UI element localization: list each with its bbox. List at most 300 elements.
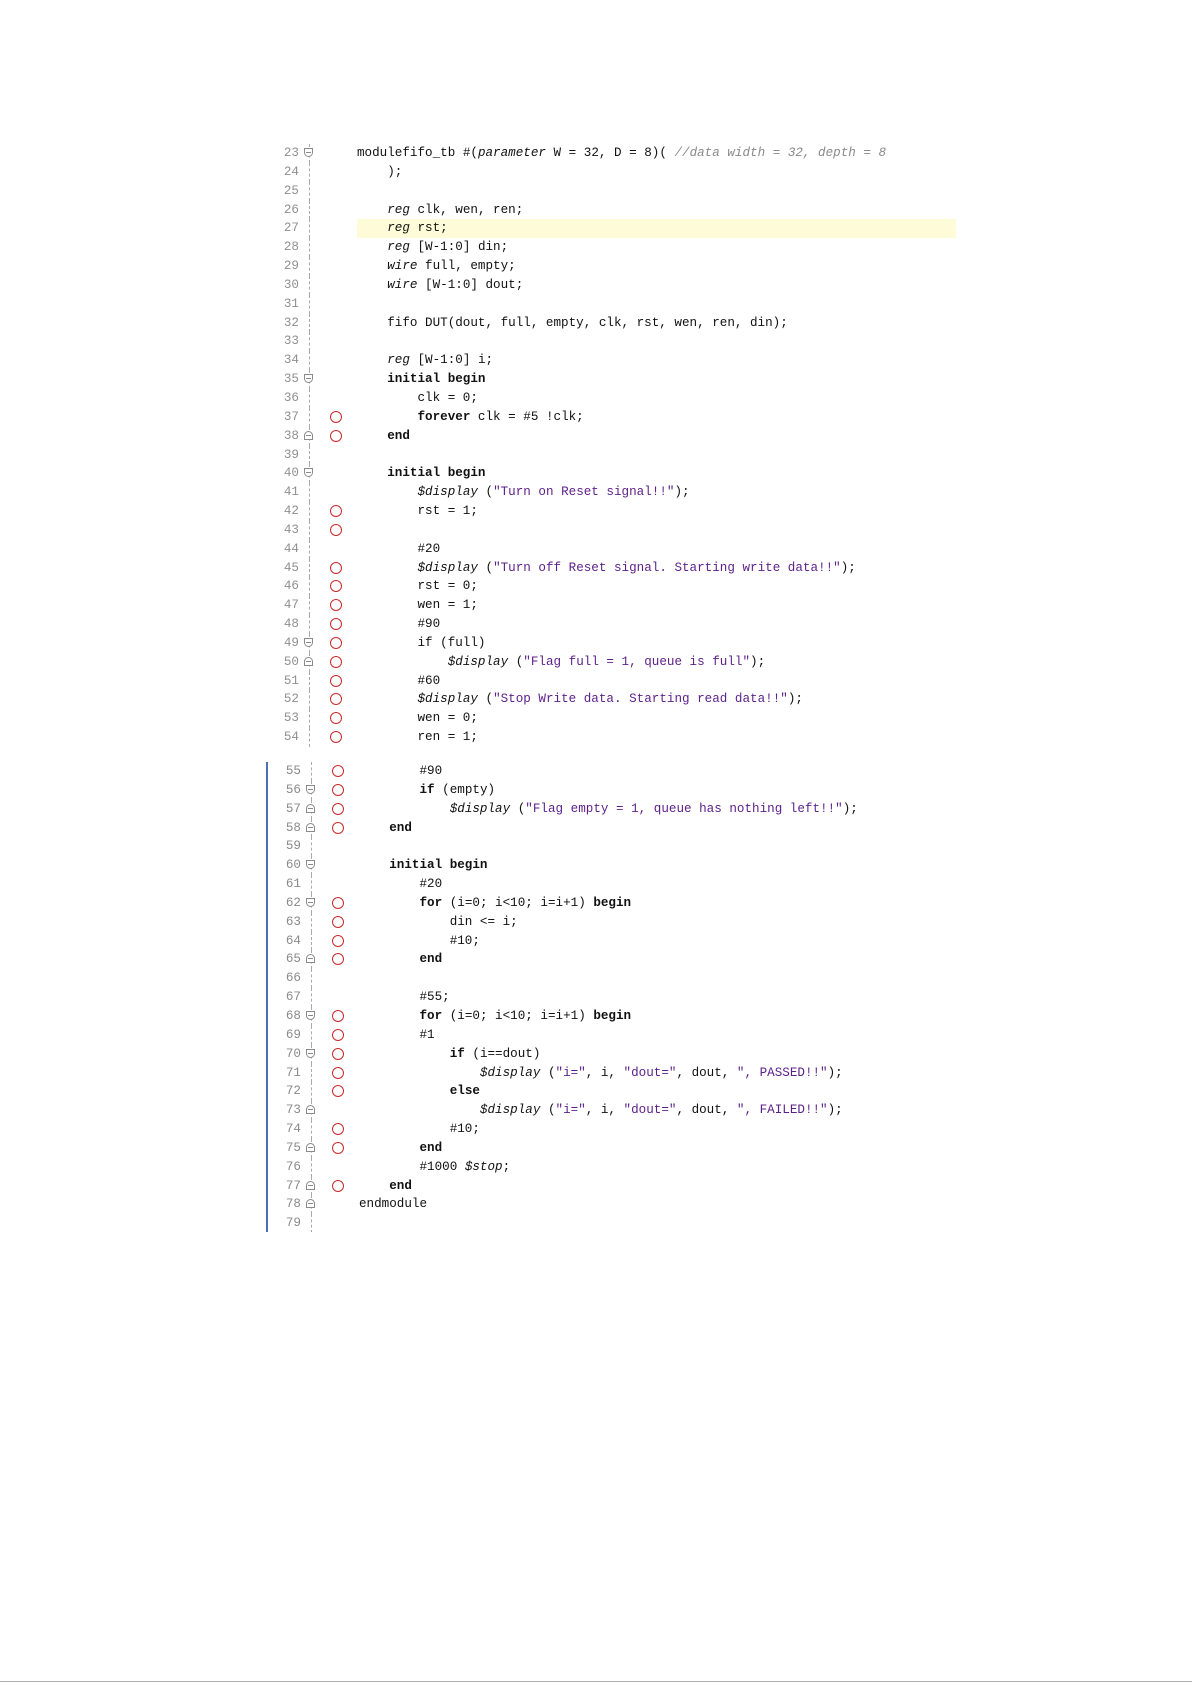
code-text <box>359 1214 958 1232</box>
code-text <box>359 969 958 988</box>
code-token: $display <box>479 1065 541 1080</box>
code-token <box>357 485 417 499</box>
code-token: rst; <box>409 221 448 236</box>
code-token <box>359 1009 419 1023</box>
fold-guide <box>309 690 310 709</box>
code-text <box>357 314 956 333</box>
breakpoint-icon[interactable] <box>332 953 344 965</box>
code-text <box>359 894 958 913</box>
breakpoint-icon[interactable] <box>332 1067 344 1079</box>
line-number: 38 <box>283 428 299 443</box>
fold-guide <box>309 483 310 502</box>
code-token: reg <box>387 202 410 217</box>
code-text <box>359 1139 958 1158</box>
fold-end-icon[interactable] <box>306 1181 315 1190</box>
code-token: "i=" <box>555 1103 586 1118</box>
line-number: 36 <box>283 390 299 405</box>
line-number: 67 <box>285 990 301 1005</box>
line-number: 57 <box>285 801 301 816</box>
code-token <box>359 1047 450 1061</box>
code-token <box>359 802 450 816</box>
code-token: ( <box>477 560 494 575</box>
line-number: 62 <box>285 895 301 910</box>
line-number: 28 <box>283 240 299 255</box>
code-token: ( <box>477 485 494 500</box>
fold-guide <box>311 932 312 951</box>
code-token: (empty) <box>434 782 496 797</box>
code-text <box>357 389 956 408</box>
code-line <box>266 540 956 559</box>
code-token <box>357 240 387 254</box>
fold-guide <box>309 446 310 465</box>
code-text <box>357 351 956 370</box>
breakpoint-icon[interactable] <box>330 656 342 668</box>
fold-guide <box>311 762 312 781</box>
code-text <box>357 540 956 559</box>
code-token: begin <box>593 895 632 910</box>
code-token: reg <box>387 240 410 255</box>
line-number: 77 <box>285 1178 301 1193</box>
code-token: "Stop Write data. Starting read data!!" <box>493 692 788 707</box>
code-text <box>357 634 956 653</box>
breakpoint-icon[interactable] <box>332 1085 344 1097</box>
breakpoint-icon[interactable] <box>330 562 342 574</box>
code-token: ); <box>674 485 690 500</box>
fold-guide <box>309 672 310 691</box>
line-number: 42 <box>283 504 299 519</box>
fold-collapse-icon[interactable] <box>304 148 313 157</box>
code-line <box>266 332 956 351</box>
line-number: 30 <box>283 277 299 292</box>
code-line <box>266 219 956 238</box>
code-text <box>357 690 956 709</box>
code-token: $display <box>417 485 478 500</box>
code-text <box>357 577 956 596</box>
fold-guide <box>311 988 312 1007</box>
code-token: ); <box>750 654 766 669</box>
line-number: 59 <box>285 839 301 854</box>
code-token <box>357 203 387 217</box>
code-token: #10; <box>359 1122 480 1137</box>
line-number: 40 <box>283 466 299 481</box>
code-token: clk = #5 !clk; <box>470 409 584 424</box>
code-text <box>359 988 958 1007</box>
code-token <box>359 1103 480 1117</box>
code-token: ( <box>508 654 524 669</box>
line-number: 58 <box>285 820 301 835</box>
breakpoint-icon[interactable] <box>332 1123 344 1135</box>
code-text <box>359 762 958 781</box>
fold-guide <box>309 521 310 540</box>
code-token: for <box>419 895 443 910</box>
code-text <box>357 295 956 314</box>
line-number: 26 <box>283 202 299 217</box>
code-line <box>268 762 958 781</box>
code-line <box>268 819 958 838</box>
line-number: 50 <box>283 654 299 669</box>
fold-guide <box>309 540 310 559</box>
code-text <box>359 1177 958 1196</box>
line-number: 65 <box>285 952 301 967</box>
fold-guide <box>309 219 310 238</box>
line-number: 53 <box>283 711 299 726</box>
line-number: 47 <box>283 598 299 613</box>
code-token: (i==dout) <box>464 1046 541 1061</box>
code-line <box>266 201 956 220</box>
code-token: if <box>419 782 435 797</box>
fold-end-icon[interactable] <box>306 823 315 832</box>
fold-guide <box>309 163 310 182</box>
code-token: ); <box>827 1065 843 1080</box>
code-token: end <box>387 428 410 443</box>
code-token <box>359 821 389 835</box>
code-token: "Turn off Reset signal. Starting write data!!" <box>493 560 841 575</box>
fold-guide <box>309 314 310 333</box>
breakpoint-icon[interactable] <box>332 897 344 909</box>
fold-guide <box>311 1158 312 1177</box>
code-token: , i, <box>585 1065 624 1080</box>
breakpoint-icon[interactable] <box>332 784 344 796</box>
fold-end-icon[interactable] <box>304 431 313 440</box>
code-text <box>357 615 956 634</box>
code-line <box>266 577 956 596</box>
code-line <box>266 295 956 314</box>
code-line <box>266 615 956 634</box>
fold-guide <box>309 201 310 220</box>
code-token: "Turn on Reset signal!!" <box>493 485 675 500</box>
code-text <box>357 144 956 163</box>
code-token: rst = 1; <box>357 504 478 519</box>
code-line <box>268 1158 958 1177</box>
fold-end-icon[interactable] <box>306 1143 315 1152</box>
line-number: 25 <box>283 183 299 198</box>
code-token <box>357 429 387 443</box>
code-token: (i=0; i<10; i=i+1) <box>442 895 594 910</box>
line-number: 48 <box>283 617 299 632</box>
code-text <box>359 1158 958 1177</box>
fold-end-icon[interactable] <box>306 954 315 963</box>
breakpoint-icon[interactable] <box>330 430 342 442</box>
code-line <box>268 1026 958 1045</box>
code-token: ); <box>787 692 803 707</box>
line-number: 68 <box>285 1008 301 1023</box>
code-text <box>357 502 956 521</box>
code-token: "i=" <box>555 1065 586 1080</box>
line-number: 60 <box>285 858 301 873</box>
code-line <box>266 370 956 389</box>
code-token: ); <box>357 164 403 179</box>
code-token: $display <box>417 692 478 707</box>
code-token: "Flag empty = 1, queue has nothing left!!" <box>525 801 843 816</box>
code-line <box>268 781 958 800</box>
code-text <box>359 1120 958 1139</box>
code-token <box>357 278 387 292</box>
code-line <box>268 1139 958 1158</box>
code-token: rst = 0; <box>357 579 478 594</box>
code-text <box>357 521 956 540</box>
fold-guide <box>309 615 310 634</box>
breakpoint-icon[interactable] <box>332 1010 344 1022</box>
code-token: initial begin <box>387 466 486 481</box>
line-number: 43 <box>283 522 299 537</box>
fold-guide <box>311 1064 312 1083</box>
fold-guide <box>309 577 310 596</box>
breakpoint-icon[interactable] <box>330 731 342 743</box>
code-line <box>266 521 956 540</box>
code-token: ren = 1; <box>357 730 478 745</box>
code-line <box>266 709 956 728</box>
code-line <box>268 969 958 988</box>
code-text <box>357 427 956 446</box>
code-token <box>357 410 417 424</box>
breakpoint-icon[interactable] <box>330 580 342 592</box>
fold-end-icon[interactable] <box>306 1105 315 1114</box>
line-number: 66 <box>285 971 301 986</box>
breakpoint-icon[interactable] <box>330 411 342 423</box>
breakpoint-icon[interactable] <box>330 637 342 649</box>
breakpoint-icon[interactable] <box>330 524 342 536</box>
line-number: 79 <box>285 1216 301 1231</box>
code-token <box>359 952 419 966</box>
code-text <box>359 819 958 838</box>
fold-collapse-icon[interactable] <box>304 638 313 647</box>
code-line <box>266 408 956 427</box>
code-snippet-bottom <box>266 762 958 1232</box>
code-token: ); <box>842 801 858 816</box>
code-text <box>357 182 956 201</box>
code-token: ); <box>827 1103 843 1118</box>
code-token: fifo DUT(dout, full, empty, clk, rst, wen, ren, din); <box>357 315 788 330</box>
code-text <box>357 483 956 502</box>
fold-guide <box>309 502 310 521</box>
line-number: 54 <box>283 730 299 745</box>
code-text <box>357 238 956 257</box>
code-token: #10; <box>359 933 480 948</box>
code-token: #1000 <box>359 1159 465 1174</box>
fold-end-icon[interactable] <box>304 657 313 666</box>
code-token <box>359 896 419 910</box>
line-number: 55 <box>285 764 301 778</box>
code-text <box>359 913 958 932</box>
code-token: end <box>389 1178 412 1193</box>
code-token: ", FAILED!!" <box>736 1103 828 1118</box>
breakpoint-icon[interactable] <box>332 803 344 815</box>
code-line <box>268 950 958 969</box>
code-token: wen = 1; <box>357 598 478 613</box>
breakpoint-icon[interactable] <box>332 935 344 947</box>
fold-guide <box>309 351 310 370</box>
fold-guide <box>309 182 310 201</box>
breakpoint-icon[interactable] <box>332 1180 344 1192</box>
line-number: 29 <box>283 259 299 274</box>
code-text <box>357 596 956 615</box>
breakpoint-icon[interactable] <box>330 675 342 687</box>
line-number: 78 <box>285 1197 301 1212</box>
code-token: [W-1:0] din; <box>409 240 509 255</box>
code-text <box>359 1045 958 1064</box>
line-number: 45 <box>283 560 299 575</box>
fold-guide <box>311 969 312 988</box>
fold-guide <box>309 332 310 351</box>
line-number: 75 <box>285 1140 301 1155</box>
code-token: , i, <box>585 1103 624 1118</box>
code-line <box>268 913 958 932</box>
code-text <box>359 950 958 969</box>
breakpoint-icon[interactable] <box>332 1048 344 1060</box>
code-token: "dout=" <box>623 1065 677 1080</box>
code-token <box>357 259 387 273</box>
fold-guide <box>309 408 310 427</box>
breakpoint-icon[interactable] <box>332 765 344 777</box>
fold-guide <box>309 276 310 295</box>
code-token <box>357 372 387 386</box>
code-text <box>357 709 956 728</box>
fold-collapse-icon[interactable] <box>304 374 313 383</box>
fold-guide <box>311 875 312 894</box>
code-text <box>357 408 956 427</box>
code-line <box>268 875 958 894</box>
line-number: 51 <box>283 673 299 688</box>
code-text <box>357 672 956 691</box>
code-text <box>357 464 956 483</box>
fold-guide <box>309 596 310 615</box>
code-token: module <box>357 146 403 160</box>
code-token: #90 <box>359 764 443 778</box>
code-token: (i=0; i<10; i=i+1) <box>442 1008 594 1023</box>
code-line <box>268 1064 958 1083</box>
code-token: $stop <box>464 1159 503 1174</box>
fold-collapse-icon[interactable] <box>304 468 313 477</box>
code-token: end <box>419 952 443 967</box>
code-text <box>357 163 956 182</box>
code-token: //data width = 32, depth = 8 <box>674 146 887 160</box>
code-token: #60 <box>357 673 441 688</box>
code-token: ( <box>540 1065 556 1080</box>
code-line <box>266 728 956 747</box>
line-number: 32 <box>283 315 299 330</box>
fold-guide <box>311 1214 312 1232</box>
code-token: clk, wen, ren; <box>409 202 524 217</box>
breakpoint-icon[interactable] <box>330 599 342 611</box>
code-line <box>268 856 958 875</box>
fold-guide <box>311 913 312 932</box>
breakpoint-icon[interactable] <box>330 693 342 705</box>
code-line <box>268 1007 958 1026</box>
code-token: reg <box>387 353 410 368</box>
fold-collapse-icon[interactable] <box>306 898 315 907</box>
code-token: forever <box>417 409 471 424</box>
breakpoint-icon[interactable] <box>332 916 344 928</box>
code-line <box>268 1045 958 1064</box>
code-line <box>266 596 956 615</box>
code-token: full, empty; <box>417 259 516 274</box>
code-token: #20 <box>357 541 441 556</box>
fold-collapse-icon[interactable] <box>306 1011 315 1020</box>
line-number: 71 <box>285 1065 301 1080</box>
code-line <box>268 800 958 819</box>
line-number: 37 <box>283 409 299 424</box>
fold-guide <box>309 709 310 728</box>
fold-guide <box>311 1082 312 1101</box>
line-number: 72 <box>285 1084 301 1099</box>
code-token <box>359 1084 450 1098</box>
code-line <box>268 1177 958 1196</box>
fold-guide <box>311 1120 312 1139</box>
code-token: else <box>449 1084 480 1099</box>
code-text <box>357 559 956 578</box>
line-number: 27 <box>283 221 299 236</box>
fold-guide <box>309 559 310 578</box>
line-number: 73 <box>285 1103 301 1118</box>
breakpoint-icon[interactable] <box>330 505 342 517</box>
code-token: #20 <box>359 877 443 892</box>
code-token <box>359 1066 480 1080</box>
code-line <box>268 1195 958 1214</box>
breakpoint-icon[interactable] <box>332 822 344 834</box>
fold-collapse-icon[interactable] <box>306 860 315 869</box>
fold-collapse-icon[interactable] <box>306 785 315 794</box>
code-token <box>359 783 419 797</box>
code-token: din <= i; <box>359 914 518 929</box>
fold-collapse-icon[interactable] <box>306 1049 315 1058</box>
code-token: if <box>449 1046 465 1061</box>
line-number: 23 <box>283 146 299 160</box>
code-token: ; <box>502 1159 511 1174</box>
code-token: wen = 0; <box>357 711 478 726</box>
code-token: parameter <box>477 146 546 160</box>
line-number: 41 <box>283 485 299 500</box>
fold-end-icon[interactable] <box>306 804 315 813</box>
code-line <box>266 672 956 691</box>
code-token <box>357 466 387 480</box>
code-token <box>359 1141 419 1155</box>
breakpoint-icon[interactable] <box>332 1029 344 1041</box>
code-text <box>357 276 956 295</box>
code-token: end <box>389 820 412 835</box>
breakpoint-icon[interactable] <box>330 618 342 630</box>
page-bottom-border <box>0 1681 1192 1682</box>
code-text <box>359 1064 958 1083</box>
code-text <box>357 446 956 465</box>
code-token: fifo_tb #( <box>402 146 478 160</box>
line-number: 33 <box>283 334 299 349</box>
fold-guide <box>311 1026 312 1045</box>
code-line <box>268 1214 958 1232</box>
code-token: #55; <box>359 990 450 1005</box>
line-number: 35 <box>283 372 299 387</box>
code-token <box>357 561 417 575</box>
code-token: endmodule <box>359 1197 428 1212</box>
breakpoint-icon[interactable] <box>330 712 342 724</box>
line-number: 56 <box>285 782 301 797</box>
code-token: , dout, <box>676 1103 737 1118</box>
code-token: ( <box>540 1103 556 1118</box>
line-number: 70 <box>285 1046 301 1061</box>
code-token: initial begin <box>389 858 488 873</box>
code-line <box>268 1120 958 1139</box>
fold-end-icon[interactable] <box>306 1199 315 1208</box>
code-token: $display <box>479 1103 541 1118</box>
code-text <box>359 932 958 951</box>
code-token: , dout, <box>676 1065 737 1080</box>
code-text <box>357 257 956 276</box>
code-line <box>266 257 956 276</box>
code-line <box>266 351 956 370</box>
code-text <box>357 219 956 238</box>
code-token: $display <box>417 560 478 575</box>
breakpoint-icon[interactable] <box>332 1142 344 1154</box>
code-token: ( <box>510 801 526 816</box>
